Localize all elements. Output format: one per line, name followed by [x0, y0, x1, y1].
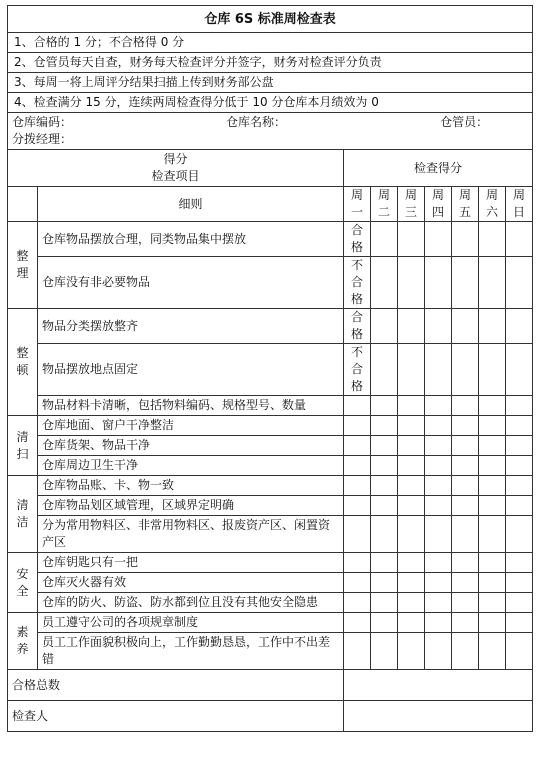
- category-char: 素: [16, 625, 29, 639]
- score-cell[interactable]: [344, 516, 371, 553]
- category-char: 全: [16, 583, 29, 598]
- score-cell[interactable]: [371, 573, 398, 593]
- table-row: [8, 613, 533, 633]
- score-cell-mark[interactable]: [344, 222, 371, 257]
- item-detail: 仓库的防火、防盗、防水都到位且没有其他安全隐患: [38, 593, 344, 613]
- score-mark-char: 不: [350, 258, 363, 272]
- category-cell: [8, 309, 38, 416]
- score-cell[interactable]: [344, 496, 371, 516]
- total-row: [8, 670, 533, 701]
- day-header-5: [452, 187, 479, 222]
- score-cell[interactable]: [452, 516, 479, 553]
- score-cell[interactable]: [425, 257, 452, 309]
- score-cell[interactable]: [506, 416, 533, 436]
- score-cell[interactable]: [425, 416, 452, 436]
- score-cell[interactable]: [479, 456, 506, 476]
- score-cell[interactable]: [425, 456, 452, 476]
- table-row: [8, 516, 533, 553]
- table-row: [8, 257, 533, 309]
- score-cell[interactable]: [506, 476, 533, 496]
- score-cell[interactable]: [398, 633, 425, 670]
- detail-header: 细则: [38, 187, 344, 222]
- score-cell[interactable]: [425, 613, 452, 633]
- score-cell[interactable]: [398, 416, 425, 436]
- score-cell[interactable]: [425, 633, 452, 670]
- day-header-4: [425, 187, 452, 222]
- score-cell[interactable]: [344, 416, 371, 436]
- category-char: 清: [16, 498, 29, 512]
- score-cell[interactable]: [425, 309, 452, 344]
- category-char: 扫: [16, 446, 29, 461]
- inspector-row-value[interactable]: [344, 701, 533, 732]
- category-char: 洁: [16, 515, 29, 529]
- category-char: 清: [16, 429, 29, 444]
- score-cell[interactable]: [452, 309, 479, 344]
- day-header-char: 五: [458, 205, 471, 219]
- score-cell[interactable]: [506, 633, 533, 670]
- score-cell[interactable]: [398, 593, 425, 613]
- score-cell[interactable]: [425, 344, 452, 396]
- item-detail: 员工遵守公司的各项规章制度: [38, 613, 344, 633]
- rule-line-4: 4、检查满分 15 分，连续两周检查得分低于 10 分仓库本月绩效为 0: [8, 93, 533, 113]
- item-detail: 分为常用物料区、非常用物料区、报废资产区、闲置资产区: [38, 516, 344, 553]
- score-cell[interactable]: [398, 456, 425, 476]
- table-row: [8, 456, 533, 476]
- day-header-char: 四: [431, 205, 444, 219]
- table-row: [8, 344, 533, 396]
- table-row: [8, 222, 533, 257]
- item-detail: 物品摆放地点固定: [38, 344, 344, 396]
- day-header-char: 周: [485, 188, 498, 202]
- category-cell: [8, 613, 38, 670]
- score-cell[interactable]: [371, 436, 398, 456]
- category-char: 整: [16, 249, 29, 263]
- score-cell[interactable]: [479, 344, 506, 396]
- score-cell[interactable]: [506, 436, 533, 456]
- score-cell[interactable]: [398, 257, 425, 309]
- item-detail: 仓库物品摆放合理，同类物品集中摆放: [38, 222, 344, 257]
- item-detail: 仓库物品划区域管理，区域界定明确: [38, 496, 344, 516]
- category-cell: [8, 416, 38, 476]
- score-cell[interactable]: [452, 456, 479, 476]
- score-cell[interactable]: [371, 496, 398, 516]
- score-cell[interactable]: [452, 396, 479, 416]
- score-cell[interactable]: [479, 222, 506, 257]
- score-cell[interactable]: [506, 257, 533, 309]
- score-cell[interactable]: [506, 573, 533, 593]
- score-cell[interactable]: [452, 257, 479, 309]
- page-title: 仓库 6S 标准周检查表: [8, 6, 533, 33]
- score-mark-char: 合: [350, 275, 363, 289]
- score-cell[interactable]: [425, 593, 452, 613]
- table-row: [8, 593, 533, 613]
- score-cell[interactable]: [371, 613, 398, 633]
- day-header-2: [371, 187, 398, 222]
- item-detail: 仓库物品账、卡、物一致: [38, 476, 344, 496]
- score-cell[interactable]: [398, 309, 425, 344]
- score-cell[interactable]: [452, 613, 479, 633]
- item-detail: 仓库钥匙只有一把: [38, 553, 344, 573]
- item-detail: 仓库灭火器有效: [38, 573, 344, 593]
- score-check-header: 检查得分: [344, 150, 533, 187]
- score-cell[interactable]: [479, 309, 506, 344]
- score-cell[interactable]: [479, 257, 506, 309]
- table-row: [8, 309, 533, 344]
- day-header-7: [506, 187, 533, 222]
- table-row: [8, 496, 533, 516]
- score-cell[interactable]: [479, 396, 506, 416]
- score-cell[interactable]: [371, 553, 398, 573]
- score-cell[interactable]: [425, 476, 452, 496]
- score-mark-char: 不: [350, 345, 363, 359]
- score-cell[interactable]: [452, 573, 479, 593]
- inspector-row-label: 检查人: [8, 701, 344, 732]
- score-cell[interactable]: [506, 344, 533, 396]
- score-cell[interactable]: [371, 396, 398, 416]
- rule-line-1: 1、合格的 1 分；不合格得 0 分: [8, 33, 533, 53]
- item-detail: 仓库货架、物品干净: [38, 436, 344, 456]
- score-cell[interactable]: [452, 416, 479, 436]
- score-cell[interactable]: [506, 309, 533, 344]
- item-detail: 仓库周边卫生干净: [38, 456, 344, 476]
- score-cell[interactable]: [371, 456, 398, 476]
- score-cell[interactable]: [479, 496, 506, 516]
- score-cell[interactable]: [506, 553, 533, 573]
- warehouse-name-field[interactable]: 仓库名称：: [226, 115, 287, 129]
- score-cell[interactable]: [479, 593, 506, 613]
- rule-line-3: 3、每周一将上周评分结果扫描上传到财务部公盘: [8, 73, 533, 93]
- score-cell[interactable]: [479, 476, 506, 496]
- day-header-char: 周: [458, 188, 471, 202]
- item-detail: 仓库地面、窗户干净整洁: [38, 416, 344, 436]
- day-header-char: 六: [485, 205, 498, 219]
- score-cell[interactable]: [479, 516, 506, 553]
- score-cell[interactable]: [371, 222, 398, 257]
- manager-field[interactable]: 分拨经理：: [12, 132, 73, 146]
- score-cell[interactable]: [452, 593, 479, 613]
- table-row: [8, 416, 533, 436]
- day-header-char: 周: [350, 188, 363, 202]
- category-char: 顿: [16, 363, 29, 377]
- table-row: [8, 476, 533, 496]
- total-row-label: 合格总数: [8, 670, 344, 701]
- score-cell[interactable]: [371, 593, 398, 613]
- score-cell[interactable]: [344, 593, 371, 613]
- score-item-header: [8, 150, 344, 187]
- score-cell[interactable]: [344, 633, 371, 670]
- score-cell[interactable]: [344, 573, 371, 593]
- score-cell[interactable]: [452, 633, 479, 670]
- score-cell-mark[interactable]: [344, 309, 371, 344]
- score-cell[interactable]: [398, 222, 425, 257]
- table-row: [8, 553, 533, 573]
- day-header-char: 日: [513, 205, 526, 219]
- score-cell[interactable]: [371, 476, 398, 496]
- day-header-char: 二: [377, 205, 390, 219]
- table-row: [8, 436, 533, 456]
- score-cell[interactable]: [344, 456, 371, 476]
- score-cell[interactable]: [479, 573, 506, 593]
- item-detail: 仓库没有非必要物品: [38, 257, 344, 309]
- item-header-label: 检查项目: [151, 169, 200, 183]
- day-header-6: [479, 187, 506, 222]
- score-cell[interactable]: [479, 553, 506, 573]
- score-cell[interactable]: [452, 222, 479, 257]
- score-cell[interactable]: [479, 416, 506, 436]
- score-mark-char: 格: [350, 240, 363, 254]
- warehouse-code-field[interactable]: 仓库编码：: [12, 115, 73, 129]
- score-cell[interactable]: [452, 344, 479, 396]
- info-block: [8, 113, 533, 150]
- score-mark-char: 合: [350, 362, 363, 376]
- category-char: 整: [16, 346, 29, 360]
- score-cell[interactable]: [398, 516, 425, 553]
- score-mark-char: 合: [350, 223, 363, 237]
- item-detail: 员工工作面貌积极向上，工作勤勤恳恳，工作中不出差错: [38, 633, 344, 670]
- score-cell[interactable]: [425, 436, 452, 456]
- category-char: 养: [16, 642, 29, 656]
- day-header-1: [344, 187, 371, 222]
- score-cell[interactable]: [479, 613, 506, 633]
- score-cell[interactable]: [425, 396, 452, 416]
- score-cell[interactable]: [344, 396, 371, 416]
- score-cell[interactable]: [452, 496, 479, 516]
- item-detail: 物品分类摆放整齐: [38, 309, 344, 344]
- score-cell[interactable]: [344, 553, 371, 573]
- table-row: [8, 396, 533, 416]
- score-cell[interactable]: [398, 553, 425, 573]
- score-cell[interactable]: [371, 309, 398, 344]
- score-cell[interactable]: [371, 257, 398, 309]
- score-cell[interactable]: [344, 613, 371, 633]
- category-cell: [8, 222, 38, 309]
- score-cell[interactable]: [425, 496, 452, 516]
- score-cell[interactable]: [425, 553, 452, 573]
- day-header-char: 一: [350, 205, 363, 219]
- score-cell[interactable]: [344, 436, 371, 456]
- score-mark-char: 合: [350, 310, 363, 324]
- score-cell[interactable]: [344, 476, 371, 496]
- score-cell[interactable]: [398, 573, 425, 593]
- score-cell[interactable]: [398, 476, 425, 496]
- score-mark-char: 格: [350, 292, 363, 306]
- score-cell[interactable]: [371, 344, 398, 396]
- table-row: [8, 573, 533, 593]
- score-cell[interactable]: [452, 436, 479, 456]
- score-cell[interactable]: [425, 222, 452, 257]
- score-cell[interactable]: [425, 516, 452, 553]
- score-cell-mark[interactable]: [344, 344, 371, 396]
- score-cell[interactable]: [398, 613, 425, 633]
- score-cell[interactable]: [398, 344, 425, 396]
- score-cell[interactable]: [371, 416, 398, 436]
- category-header-blank: [8, 187, 38, 222]
- score-cell[interactable]: [506, 516, 533, 553]
- score-cell[interactable]: [506, 613, 533, 633]
- score-cell[interactable]: [506, 456, 533, 476]
- day-header-char: 周: [431, 188, 444, 202]
- keeper-field[interactable]: 仓管员：: [440, 115, 489, 129]
- inspection-table: [7, 5, 533, 732]
- score-header-label: 得分: [163, 152, 188, 166]
- day-header-char: 周: [377, 188, 390, 202]
- score-cell[interactable]: [398, 396, 425, 416]
- score-cell[interactable]: [479, 633, 506, 670]
- score-cell[interactable]: [479, 436, 506, 456]
- day-header-3: [398, 187, 425, 222]
- score-cell[interactable]: [452, 476, 479, 496]
- category-char: 理: [16, 266, 29, 280]
- item-detail: 物品材料卡清晰，包括物料编码、规格型号、数量: [38, 396, 344, 416]
- score-mark-char: 格: [350, 327, 363, 341]
- score-cell[interactable]: [506, 496, 533, 516]
- category-cell: [8, 553, 38, 613]
- score-cell[interactable]: [371, 633, 398, 670]
- score-cell[interactable]: [452, 553, 479, 573]
- day-header-char: 三: [404, 205, 417, 219]
- table-row: [8, 633, 533, 670]
- score-cell[interactable]: [506, 396, 533, 416]
- day-header-char: 周: [513, 188, 526, 202]
- score-cell[interactable]: [398, 496, 425, 516]
- score-cell[interactable]: [506, 222, 533, 257]
- score-mark-char: 格: [350, 379, 363, 393]
- total-row-value[interactable]: [344, 670, 533, 701]
- category-char: 安: [16, 566, 29, 581]
- score-cell[interactable]: [398, 436, 425, 456]
- score-cell[interactable]: [371, 516, 398, 553]
- rule-line-2: 2、仓管员每天自查，财务每天检查评分并签字，财务对检查评分负责: [8, 53, 533, 73]
- inspector-row: [8, 701, 533, 732]
- score-cell-mark[interactable]: [344, 257, 371, 309]
- inspection-sheet: [7, 5, 532, 732]
- score-cell[interactable]: [506, 593, 533, 613]
- day-header-char: 周: [404, 188, 417, 202]
- category-cell: [8, 476, 38, 553]
- score-cell[interactable]: [425, 573, 452, 593]
